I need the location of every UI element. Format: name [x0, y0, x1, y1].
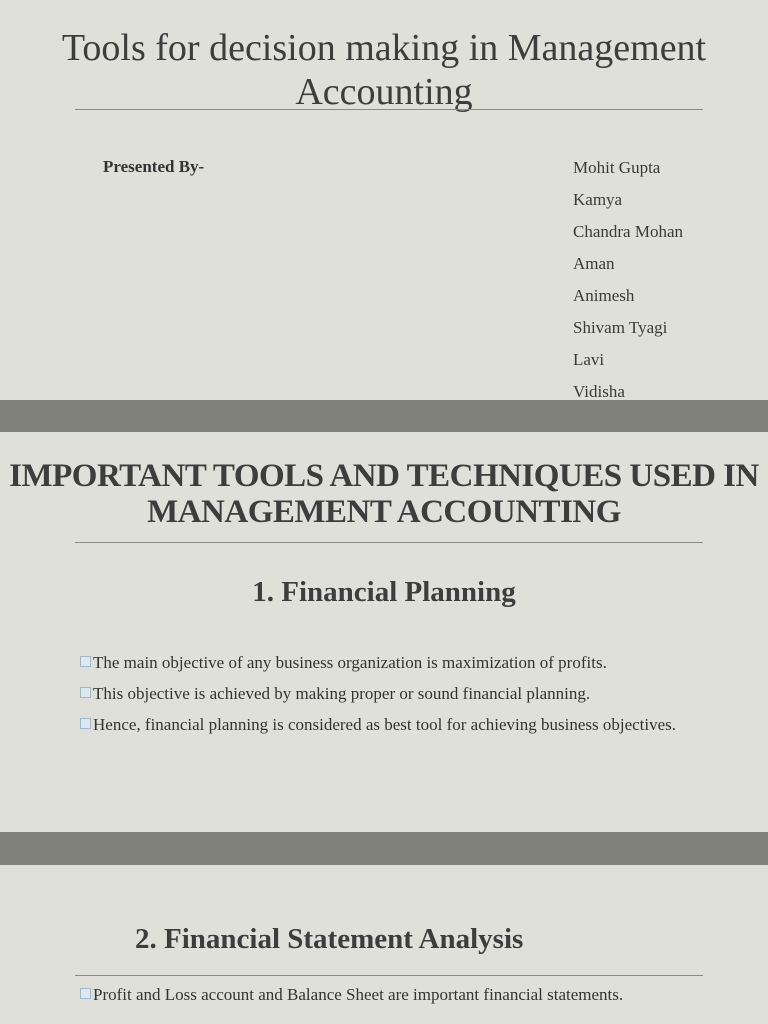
presenter-name: Mohit Gupta [573, 158, 661, 177]
presenter-name: Vidisha [573, 382, 625, 400]
bullet-text: This objective is achieved by making proper or sound financial planning. [93, 684, 591, 703]
presenter-list [573, 156, 683, 400]
bullet-item [80, 984, 687, 1005]
slide-financial-statement-analysis [0, 865, 768, 1024]
slide-financial-planning [0, 432, 768, 832]
bullet-list [80, 984, 687, 1015]
slide-title [0, 0, 768, 400]
bullet-list [80, 652, 687, 745]
heading-divider [75, 975, 703, 976]
presenter-name: Animesh [573, 286, 635, 305]
square-bullet-icon [80, 988, 91, 999]
bullet-text: Profit and Loss account and Balance Sheet are important financial statements. [93, 985, 624, 1004]
section-heading: 1. Financial Planning [252, 576, 516, 608]
square-bullet-icon [80, 718, 91, 729]
title-divider [75, 109, 703, 110]
presentation-title: Tools for decision making in Management Accounting [61, 27, 707, 113]
presenter-name: Aman [573, 254, 615, 273]
presenter-name: Lavi [573, 350, 605, 369]
square-bullet-icon [80, 687, 91, 698]
bullet-item [80, 652, 687, 673]
section-heading: 2. Financial Statement Analysis [135, 923, 524, 955]
presenter-name: Shivam Tyagi [573, 318, 668, 337]
bullet-text: The main objective of any business organization is maximization of profits. [93, 653, 607, 672]
presented-by-label: Presented By- [103, 157, 205, 176]
bullet-item [80, 714, 687, 735]
bullet-text: Hence, financial planning is considered as best tool for achieving business objectives. [93, 715, 677, 734]
slide-title: IMPORTANT TOOLS AND TECHNIQUES USED IN MANAGEMENT ACCOUNTING [9, 458, 759, 530]
title-divider [75, 542, 703, 543]
presenter-name: Chandra Mohan [573, 222, 684, 241]
square-bullet-icon [80, 656, 91, 667]
bullet-item [80, 683, 687, 704]
presenter-name: Kamya [573, 190, 623, 209]
